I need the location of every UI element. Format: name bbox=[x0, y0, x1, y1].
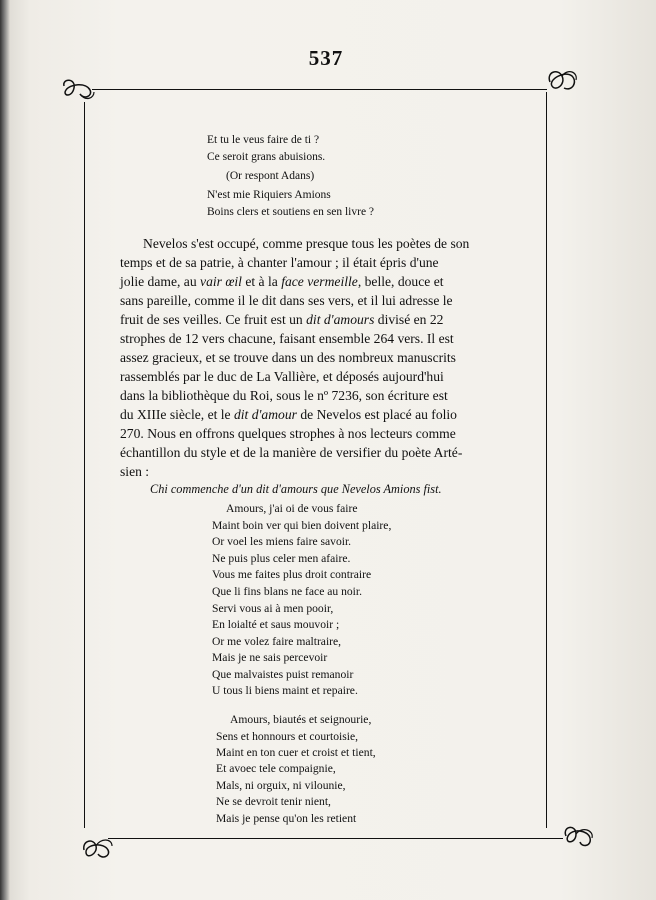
stanza-line: Maint boin ver qui bien doivent plaire, bbox=[212, 519, 392, 532]
frame-top-rule bbox=[92, 89, 547, 90]
stanza-line: En loialté et saus mouvoir ; bbox=[212, 618, 340, 631]
paragraph-line: sans pareille, comme il le dit dans ses vers, et il lui adresse le bbox=[120, 293, 453, 308]
binding-shadow bbox=[0, 0, 10, 900]
italic-phrase: dit d'amours bbox=[306, 312, 375, 327]
paragraph-line: temps et de sa patrie, à chanter l'amour ; il était épris d'une bbox=[120, 255, 439, 270]
corner-flourish-icon bbox=[560, 822, 596, 852]
stanza-line: Or me volez faire maltraire, bbox=[212, 635, 342, 648]
intro-verse-line: (Or respont Adans) bbox=[226, 170, 315, 182]
paragraph-line bbox=[120, 312, 443, 328]
paragraph-text: fruit de ses veilles. Ce fruit est un bbox=[120, 312, 307, 327]
stanza-line: Amours, j'ai oi de vous faire bbox=[226, 502, 358, 515]
paragraph-line: strophes de 12 vers chacune, faisant ensemble 264 vers. Il est bbox=[120, 331, 454, 346]
stanza-line: Amours, biautés et seignourie, bbox=[230, 713, 372, 726]
stanza-line: U tous li biens maint et repaire. bbox=[212, 684, 358, 697]
paragraph-line: dans la bibliothèque du Roi, sous le nº 7236, son écriture est bbox=[120, 388, 448, 403]
corner-flourish-icon bbox=[60, 76, 96, 106]
paragraph-line: sien : bbox=[120, 464, 150, 479]
intro-verse-line: Et tu le veus faire de ti ? bbox=[207, 134, 320, 146]
stanza-line: Maint en ton cuer et croist et tient, bbox=[216, 746, 376, 759]
paragraph-line: rassemblés par le duc de La Vallière, et déposés aujourd'hui bbox=[120, 369, 444, 384]
intro-verse-line: Boins clers et soutiens en sen livre ? bbox=[207, 206, 375, 218]
paragraph-line: échantillon du style et de la manière de versifier du poète Arté- bbox=[120, 445, 463, 460]
paragraph-line bbox=[120, 274, 444, 290]
paragraph-text: divisé en 22 bbox=[374, 312, 444, 327]
stanza-line: Servi vous ai à men pooir, bbox=[212, 602, 334, 615]
italic-phrase: vair œil bbox=[200, 274, 242, 289]
paragraph-text: du XIIIe siècle, et le bbox=[120, 407, 234, 422]
italic-phrase: face vermeille bbox=[281, 274, 358, 289]
corner-flourish-icon bbox=[544, 66, 580, 96]
stanza-line: Mals, ni orguix, ni vilounie, bbox=[216, 779, 346, 792]
poem-title: Chi commenche d'un dit d'amours que Nevelos Amions fist. bbox=[150, 482, 442, 496]
paragraph-text: jolie dame, au bbox=[120, 274, 201, 289]
corner-flourish-icon bbox=[80, 834, 116, 864]
frame-right-rule bbox=[546, 92, 547, 828]
paragraph-line: assez gracieux, et se trouve dans un des nombreux manuscrits bbox=[120, 350, 456, 365]
stanza-line: Mais je ne sais percevoir bbox=[212, 651, 328, 664]
frame-bottom-rule bbox=[108, 838, 563, 839]
paragraph-line: 270. Nous en offrons quelques strophes à nos lecteurs comme bbox=[120, 426, 456, 441]
intro-verse-line: N'est mie Riquiers Amions bbox=[207, 189, 331, 201]
paragraph-text: de Nevelos est placé au folio bbox=[296, 407, 457, 422]
italic-phrase: dit d'amour bbox=[233, 407, 297, 422]
stanza-line: Sens et honnours et courtoisie, bbox=[216, 730, 359, 743]
stanza-line: Mais je pense qu'on les retient bbox=[216, 812, 357, 825]
stanza-line: Ne se devroit tenir nient, bbox=[216, 795, 331, 808]
stanza-line: Ne puis plus celer men afaire. bbox=[212, 552, 351, 565]
frame-left-rule bbox=[84, 102, 85, 828]
stanza-line: Que malvaistes puist remanoir bbox=[212, 668, 354, 681]
intro-verse-line: Ce seroit grans abuisions. bbox=[207, 151, 326, 163]
page-number: 537 bbox=[308, 46, 344, 70]
paragraph-line: Nevelos s'est occupé, comme presque tous les poètes de son bbox=[143, 236, 470, 251]
paragraph-text: et à la bbox=[241, 274, 282, 289]
stanza-line: Et avoec tele compaignie, bbox=[216, 762, 336, 775]
stanza-line: Or voel les miens faire savoir. bbox=[212, 535, 352, 548]
stanza-line: Vous me faites plus droit contraire bbox=[212, 568, 372, 581]
stanza-line: Que li fins blans ne face au noir. bbox=[212, 585, 363, 598]
paragraph-text: , belle, douce et bbox=[357, 274, 444, 289]
paragraph-line bbox=[120, 407, 457, 423]
